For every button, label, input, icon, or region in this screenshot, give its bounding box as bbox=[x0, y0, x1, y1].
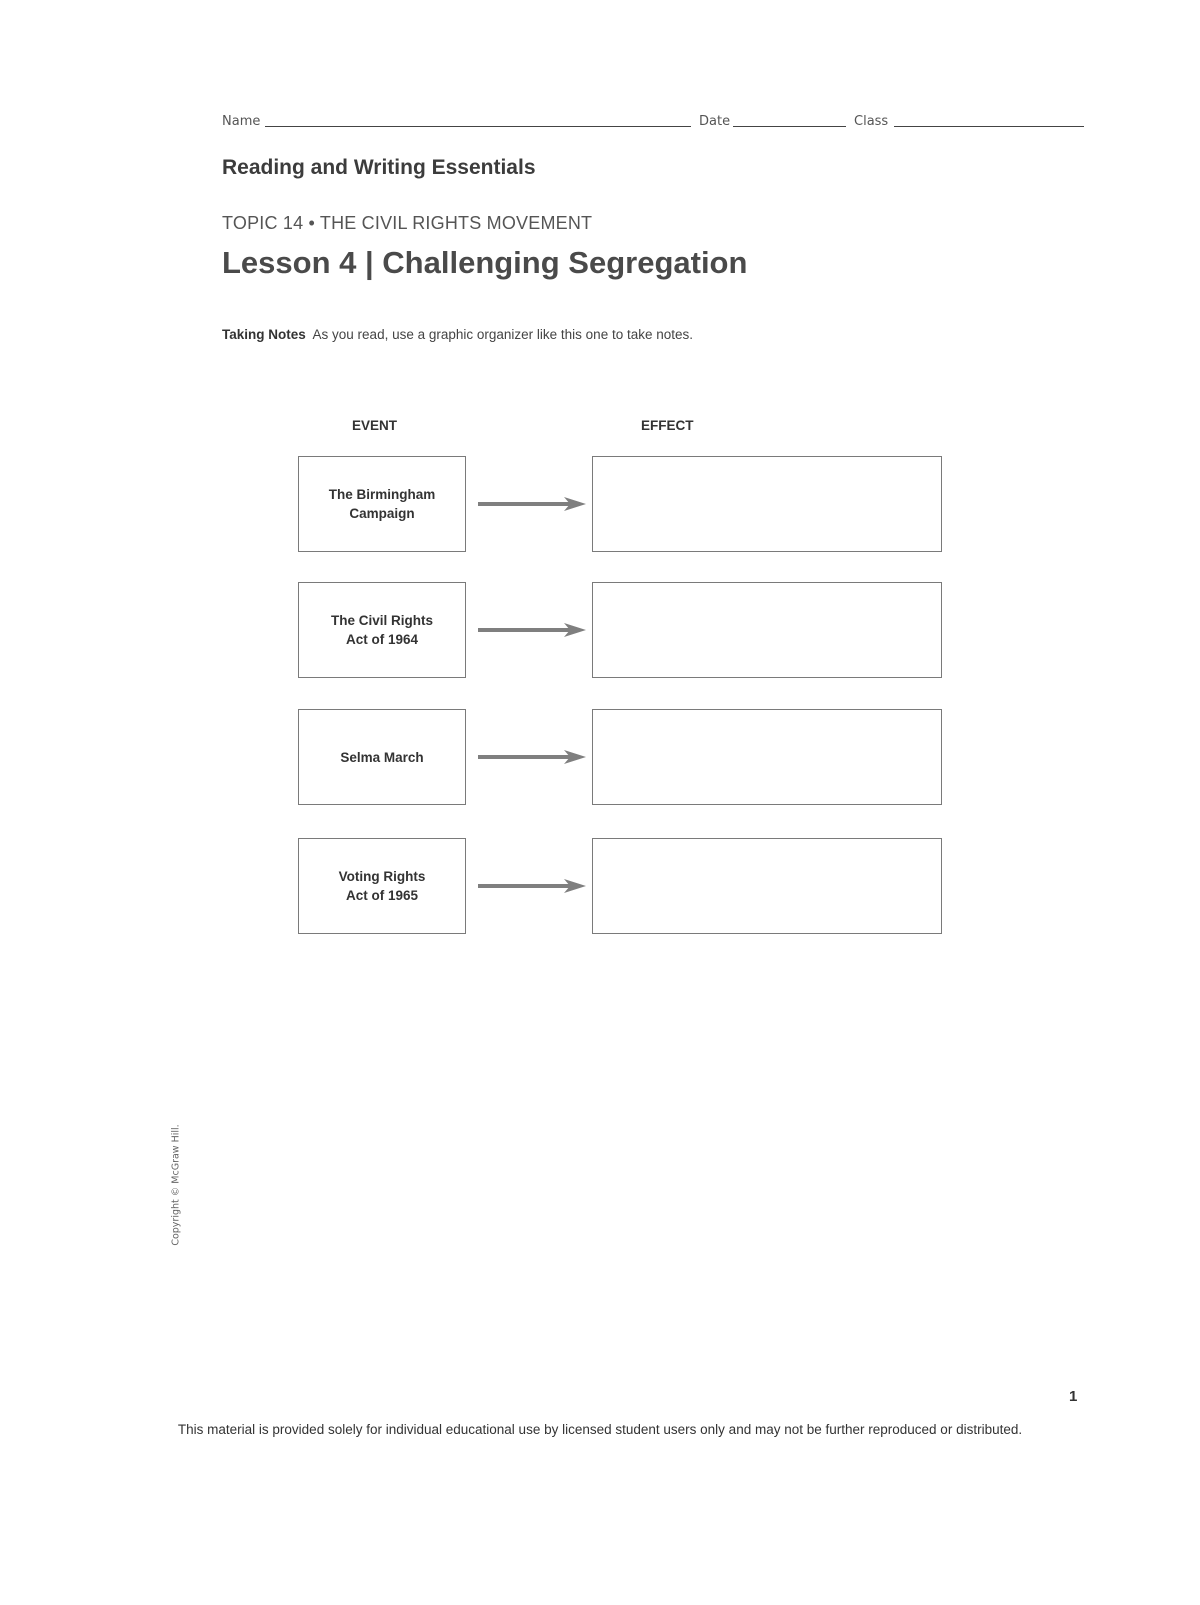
date-label: Date bbox=[699, 114, 731, 129]
event-box-civil-rights-act: The Civil Rights Act of 1964 bbox=[298, 582, 466, 678]
topic-heading: TOPIC 14 • THE CIVIL RIGHTS MOVEMENT bbox=[222, 213, 593, 233]
arrow-icon bbox=[476, 622, 588, 638]
page-number: 1 bbox=[1069, 1388, 1078, 1405]
arrow-icon bbox=[476, 749, 588, 765]
arrow-icon bbox=[476, 496, 588, 512]
class-field[interactable] bbox=[894, 126, 1084, 127]
effect-box-voting-rights-act[interactable] bbox=[592, 838, 942, 934]
taking-notes-instructions bbox=[222, 327, 693, 342]
class-label: Class bbox=[854, 114, 889, 129]
series-title: Reading and Writing Essentials bbox=[222, 156, 536, 179]
event-box-selma-march: Selma March bbox=[298, 709, 466, 805]
date-field[interactable] bbox=[733, 126, 846, 127]
usage-disclaimer: This material is provided solely for individual educational use by licensed student users only and may not be further reproduced or distributed. bbox=[177, 1422, 1023, 1437]
name-field[interactable] bbox=[265, 126, 691, 127]
name-label: Name bbox=[222, 114, 261, 129]
taking-notes-text: As you read, use a graphic organizer like this one to take notes. bbox=[312, 327, 694, 342]
lesson-title: Lesson 4 | Challenging Segregation bbox=[222, 245, 748, 280]
event-box-voting-rights-act: Voting Rights Act of 1965 bbox=[298, 838, 466, 934]
copyright-notice: Copyright © McGraw Hill. bbox=[170, 1124, 182, 1246]
event-column-heading: EVENT bbox=[352, 418, 398, 433]
arrow-icon bbox=[476, 878, 588, 894]
effect-box-birmingham[interactable] bbox=[592, 456, 942, 552]
taking-notes-label: Taking Notes bbox=[222, 327, 306, 342]
effect-box-civil-rights-act[interactable] bbox=[592, 582, 942, 678]
effect-column-heading: EFFECT bbox=[641, 418, 694, 433]
effect-box-selma-march[interactable] bbox=[592, 709, 942, 805]
event-box-birmingham: The Birmingham Campaign bbox=[298, 456, 466, 552]
